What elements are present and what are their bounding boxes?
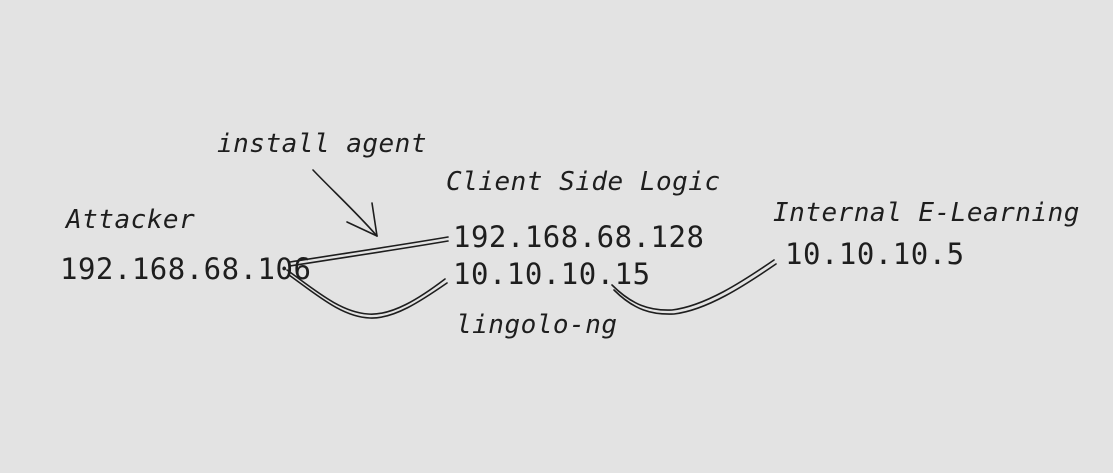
- attacker-title: Attacker: [66, 205, 196, 235]
- straight-link: [290, 237, 448, 266]
- client-external-ip: 192.168.68.128: [453, 220, 705, 254]
- client-internal-ip: 10.10.10.15: [453, 257, 651, 291]
- internal-ip: 10.10.10.5: [785, 237, 965, 271]
- client-title: Client Side Logic: [446, 167, 721, 197]
- install-agent-label: install agent: [217, 129, 427, 159]
- internal-title: Internal E-Learning: [773, 198, 1080, 228]
- client-tool-label: lingolo-ng: [456, 310, 618, 340]
- arrow-icon: [313, 170, 377, 236]
- attacker-ip: 192.168.68.106: [60, 252, 312, 286]
